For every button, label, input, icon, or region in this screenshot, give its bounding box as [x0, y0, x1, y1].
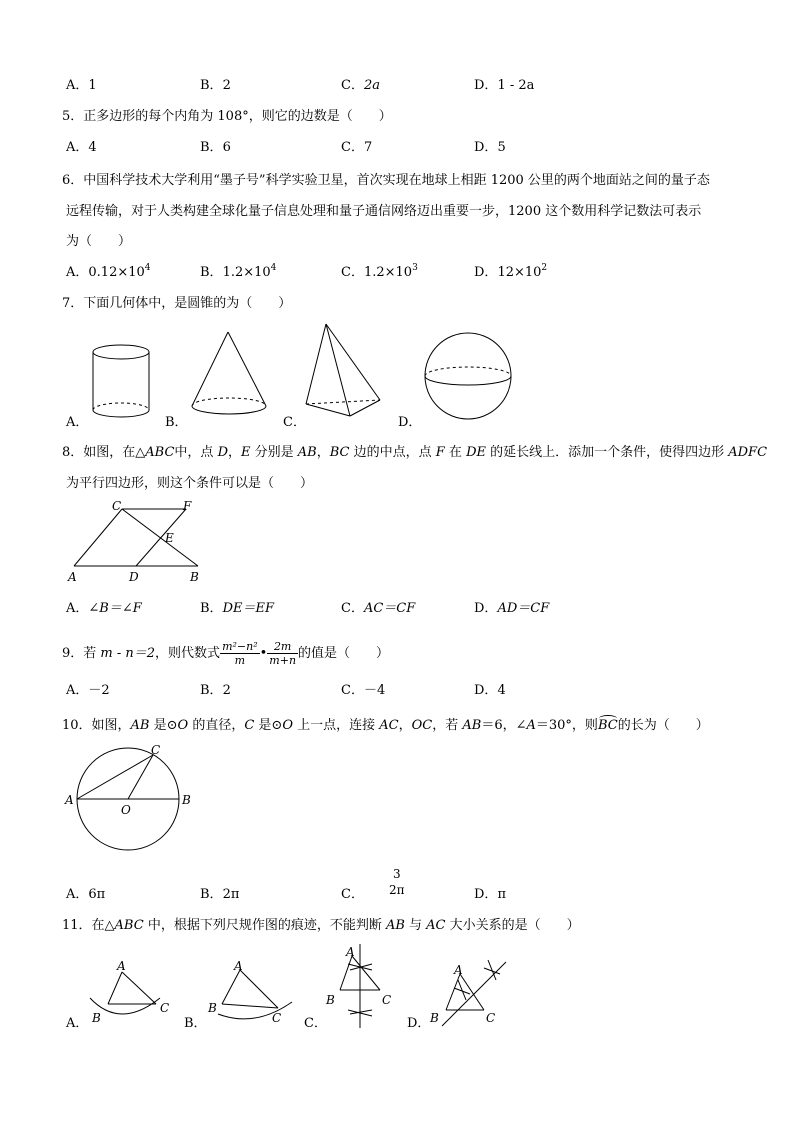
- q10-text: 是⊙: [149, 718, 178, 733]
- q6-option-d-letter: D．: [474, 265, 498, 280]
- q10-math: A: [526, 718, 536, 733]
- q11-c-label-c: C: [382, 993, 392, 1007]
- q8-math: BC: [329, 445, 350, 460]
- q4-options: [66, 74, 766, 94]
- q10-math: AB: [130, 718, 150, 733]
- q8-text: 中，点: [174, 445, 218, 460]
- q11-c-label-a: A: [346, 945, 355, 959]
- q6-option-a-exp: 4: [144, 263, 151, 273]
- q5-option-d-letter: D．: [474, 140, 498, 155]
- q5-option-c: 7: [363, 140, 373, 155]
- q11-d-label-b: B: [430, 1011, 439, 1025]
- q9-condition: m - n＝2: [100, 646, 156, 661]
- q6-option-d-exp: 2: [541, 263, 548, 273]
- q11-label-b: B．: [184, 1016, 207, 1031]
- q11-a-label-a: A: [117, 959, 126, 973]
- q4-option-a: 1: [88, 78, 97, 93]
- q9-frac2-num: 2m: [267, 640, 298, 654]
- q9-frac1-den: m: [234, 654, 246, 667]
- q8-math: D: [217, 445, 228, 460]
- q8-label-b: B: [190, 570, 199, 584]
- q11-text: 与: [404, 918, 427, 933]
- q11-c-label-b: B: [326, 993, 335, 1007]
- q10-text: 是⊙: [254, 718, 283, 733]
- q11-text: 11．在△: [62, 918, 115, 933]
- q8-label-d: D: [129, 570, 139, 584]
- q6-option-c-exp: 3: [412, 263, 418, 273]
- q10-math: C: [244, 718, 255, 733]
- q11-stem: [62, 914, 580, 933]
- q11-figure-d: [442, 960, 506, 1026]
- q11-a-label-b: B: [92, 1011, 101, 1025]
- q9-option-a: －2: [88, 683, 110, 698]
- q8-text: 8．如图，在△: [62, 445, 146, 460]
- q11-label-a: A．: [66, 1016, 89, 1031]
- q4-option-b-letter: B．: [200, 78, 223, 93]
- q9-option-c-letter: C．: [341, 683, 364, 698]
- q8-text: ，: [316, 445, 330, 460]
- q8-option-c: AC＝CF: [363, 601, 416, 616]
- q7-label-d: D．: [398, 415, 422, 430]
- q6-option-b-exp: 4: [270, 263, 277, 273]
- q10-text: 的长为（ ）: [617, 718, 709, 733]
- q11-label-d: D．: [407, 1016, 431, 1031]
- q11-math: ABC: [114, 918, 144, 933]
- q11-b-label-b: B: [208, 1001, 217, 1015]
- q8-option-a: ∠B＝∠F: [88, 601, 142, 616]
- q5-option-a: 4: [88, 140, 97, 155]
- q9-frac1-num: m²−n²: [222, 640, 258, 653]
- q6-option-a: 0.12×10: [88, 265, 145, 280]
- q9-frac2-den: m+n: [269, 654, 297, 667]
- q10-option-a-letter: A．: [66, 887, 89, 902]
- q11-d-label-c: C: [486, 1011, 496, 1025]
- q8-text: 分别是: [250, 445, 298, 460]
- q10-option-a: 6π: [88, 887, 106, 902]
- q8-text: ，: [228, 445, 242, 460]
- q9-option-b-letter: B．: [200, 683, 223, 698]
- q8-stem-line2: 为平行四边形，则这个条件可以是（ ）: [66, 476, 314, 491]
- q7-stem: 7．下面几何体中，是圆锥的为（ ）: [62, 296, 292, 311]
- q7-label-a: A．: [66, 415, 89, 430]
- q6-option-c-letter: C．: [341, 265, 364, 280]
- q8-math: AB: [297, 445, 317, 460]
- q10-math: AC: [379, 718, 399, 733]
- q8-figure: [62, 496, 212, 588]
- q10-math: O: [282, 718, 293, 733]
- q10-text: 10．如图，: [62, 718, 131, 733]
- q5-option-c-letter: C．: [341, 140, 364, 155]
- q8-text: 边的中点，点: [349, 445, 436, 460]
- q10-option-d-letter: D．: [474, 887, 498, 902]
- q4-option-b: 2: [222, 78, 231, 93]
- q6-options: [66, 261, 766, 281]
- q11-figures: [60, 940, 520, 1030]
- q9-option-d-letter: D．: [474, 683, 498, 698]
- q7-label-b: B．: [165, 415, 188, 430]
- q8-label-c: C: [112, 499, 122, 513]
- q7-label-c: C．: [283, 415, 306, 430]
- q10-option-b-letter: B．: [200, 887, 223, 902]
- q10-text: ＝6，∠: [481, 718, 527, 733]
- cone-figure: [192, 332, 266, 414]
- q11-math: AB: [385, 918, 405, 933]
- q10-label-c: C: [151, 743, 161, 757]
- q10-math: OC: [411, 718, 433, 733]
- q10-text: 上一点，连接: [293, 718, 380, 733]
- q8-option-d-letter: D．: [474, 601, 498, 616]
- q9-option-d: 4: [497, 683, 506, 698]
- q10-option-d: π: [497, 887, 506, 902]
- q10-math: AB: [462, 718, 482, 733]
- q9-fraction-2: [267, 640, 298, 667]
- q10-text: ，若: [432, 718, 463, 733]
- q9-text: 9．若: [62, 646, 101, 661]
- q8-math: F: [435, 445, 445, 460]
- q10-math: O: [177, 718, 189, 733]
- q11-d-label-a: A: [454, 963, 463, 977]
- q10-options: [66, 866, 766, 900]
- q11-text: 大小关系的是（ ）: [445, 918, 580, 933]
- q8-option-b: DE＝EF: [222, 601, 274, 616]
- q10-option-c-letter: C．: [341, 887, 364, 902]
- q6-option-a-letter: A．: [66, 265, 89, 280]
- q10-label-b: B: [182, 793, 191, 807]
- q10-option-c-fraction: [387, 866, 407, 898]
- q6-stem-line3: 为（ ）: [66, 234, 132, 249]
- q11-b-label-a: A: [234, 959, 243, 973]
- sphere-figure: [425, 333, 511, 419]
- q9-fraction-1: [220, 640, 260, 667]
- q5-option-b: 6: [222, 140, 231, 155]
- q9-text: 的值是（ ）: [298, 646, 390, 661]
- q5-option-d: 5: [497, 140, 506, 155]
- q8-stem-line1: [62, 441, 767, 460]
- q8-math: ADFC: [728, 445, 768, 460]
- q8-label-a: A: [68, 570, 77, 584]
- q10-option-b: 2π: [222, 887, 240, 902]
- q10-arc-bc: BC: [597, 718, 618, 733]
- q11-figure-a: [90, 972, 160, 1014]
- q6-option-d: 12×10: [497, 265, 542, 280]
- q8-math: ABC: [145, 445, 175, 460]
- q8-option-a-letter: A．: [66, 601, 89, 616]
- q8-math: E: [241, 445, 251, 460]
- q4-option-c-letter: C．: [341, 78, 364, 93]
- q5-option-a-letter: A．: [66, 140, 89, 155]
- q8-options: [66, 597, 766, 617]
- q8-text: 的延长线上．添加一个条件，使得四边形: [485, 445, 729, 460]
- pyramid-figure: [306, 324, 380, 416]
- q10-label-a: A: [65, 793, 74, 807]
- q10-stem: [62, 714, 709, 733]
- q5-option-b-letter: B．: [200, 140, 223, 155]
- q8-option-d: AD＝CF: [497, 601, 550, 616]
- q9-stem: [62, 640, 389, 667]
- q4-option-a-letter: A．: [66, 78, 89, 93]
- q8-option-c-letter: C．: [341, 601, 364, 616]
- q10-option-c-den: 2π: [389, 883, 405, 897]
- q11-a-label-c: C: [160, 1001, 170, 1015]
- q6-option-c: 1.2×10: [363, 265, 413, 280]
- q6-stem-line2: 远程传输，对于人类构建全球化量子信息处理和量子通信网络迈出重要一步，1200 这个数用科学记数法可表示: [66, 204, 702, 219]
- q8-math: DE: [466, 445, 486, 460]
- q8-label-e: E: [165, 531, 174, 545]
- q11-label-c: C．: [304, 1016, 327, 1031]
- q11-math: AC: [426, 918, 446, 933]
- cylinder-figure: [93, 345, 149, 417]
- q9-dot: •: [259, 646, 268, 661]
- q4-option-d: 1 - 2a: [497, 78, 535, 93]
- q9-text: ，则代数式: [155, 646, 221, 661]
- q9-option-a-letter: A．: [66, 683, 89, 698]
- q8-label-f: F: [183, 499, 192, 513]
- q6-option-b-letter: B．: [200, 265, 223, 280]
- q9-option-c: －4: [363, 683, 386, 698]
- q9-option-b: 2: [222, 683, 231, 698]
- q5-options: [66, 136, 766, 156]
- q6-stem-line1: 6．中国科学技术大学利用“墨子号”科学实验卫星，首次实现在地球上相距 1200 公里的两个地面站之间的量子态: [62, 173, 710, 188]
- q8-option-b-letter: B．: [200, 601, 223, 616]
- q10-figure: [62, 740, 212, 860]
- q10-text: ＝30°，则: [535, 718, 598, 733]
- q4-option-c: 2a: [363, 78, 380, 93]
- q5-stem: 5．正多边形的每个内角为 108°，则它的边数是（ ）: [62, 109, 392, 124]
- q4-option-d-letter: D．: [474, 78, 498, 93]
- q10-option-c-num: 3: [392, 867, 401, 881]
- q9-options: [66, 679, 766, 699]
- q6-option-b: 1.2×10: [222, 265, 271, 280]
- q10-text: ，: [398, 718, 412, 733]
- q11-b-label-c: C: [272, 1011, 282, 1025]
- q10-label-o: O: [121, 803, 131, 817]
- q10-text: 的直径，: [188, 718, 245, 733]
- q11-text: 中，根据下列尺规作图的痕迹，不能判断: [143, 918, 386, 933]
- q8-text: 在: [444, 445, 467, 460]
